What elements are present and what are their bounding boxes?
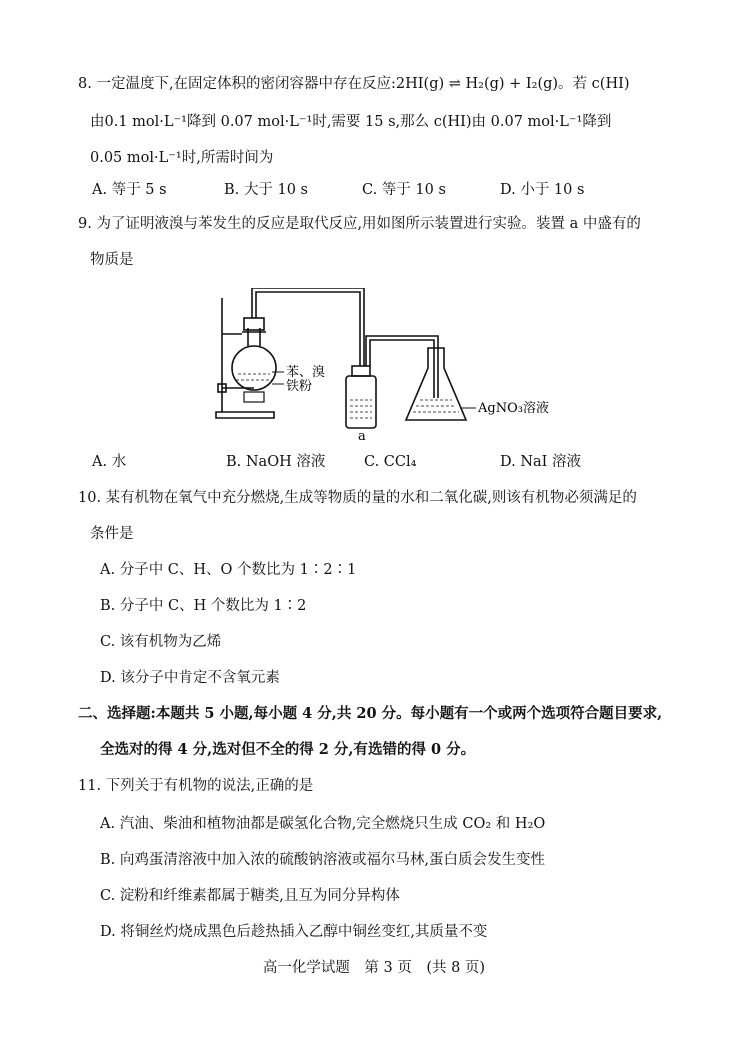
q10-option-b: B. 分子中 C、H 个数比为 1∶2 [100, 598, 307, 614]
q9-stem-line2: 物质是 [90, 252, 134, 268]
conical-flask [406, 348, 466, 420]
heater [244, 392, 264, 402]
q10-option-d: D. 该分子中肯定不含氧元素 [100, 670, 280, 686]
q11-option-c: C. 淀粉和纤维素都属于糖类,且互为同分异构体 [100, 888, 400, 904]
q9-option-a: A. 水 [92, 454, 127, 470]
q11-stem-line1: 11. 下列关于有机物的说法,正确的是 [78, 778, 314, 794]
q9-stem-line1: 9. 为了证明液溴与苯发生的反应是取代反应,用如图所示装置进行实验。装置 a 中盛有的 [78, 216, 641, 232]
section2-heading-line2: 全选对的得 4 分,选对但不全的得 2 分,有选错的得 0 分。 [100, 741, 476, 758]
bottle-a-stopper [352, 366, 370, 376]
experiment-apparatus-figure [214, 288, 554, 444]
section2-heading-line1: 二、选择题:本题共 5 小题,每小题 4 分,共 20 分。每小题有一个或两个选项符合题目要求, [78, 705, 663, 722]
q9-option-b: B. NaOH 溶液 [226, 454, 326, 470]
q8-option-c: C. 等于 10 s [362, 182, 446, 198]
q8-stem-line3: 0.05 mol·L⁻¹时,所需时间为 [90, 150, 274, 166]
q9-option-c: C. CCl₄ [364, 454, 417, 470]
q8-option-d: D. 小于 10 s [500, 182, 585, 198]
label-iron-powder: 铁粉 [286, 379, 313, 394]
q11-option-b: B. 向鸡蛋清溶液中加入浓的硫酸钠溶液或福尔马林,蛋白质会发生变性 [100, 852, 545, 868]
q10-stem-line2: 条件是 [90, 526, 134, 542]
q10-stem-line1: 10. 某有机物在氧气中充分燃烧,生成等物质的量的水和二氧化碳,则该有机物必须满足的 [78, 490, 637, 506]
q8-option-a: A. 等于 5 s [92, 182, 167, 198]
q8-stem-line2: 由0.1 mol·L⁻¹降到 0.07 mol·L⁻¹时,需要 15 s,那么 c(HI)由 0.07 mol·L⁻¹降到 [90, 114, 612, 130]
q9-option-d: D. NaI 溶液 [500, 454, 581, 470]
label-agno3: AgNO₃溶液 [478, 401, 549, 416]
round-bottom-flask [232, 346, 276, 390]
q11-option-a: A. 汽油、柴油和植物油都是碳氢化合物,完全燃烧只生成 CO₂ 和 H₂O [100, 816, 546, 832]
q10-option-c: C. 该有机物为乙烯 [100, 634, 222, 650]
q11-option-d: D. 将铜丝灼烧成黑色后趁热插入乙醇中铜丝变红,其质量不变 [100, 924, 488, 940]
q8-stem-line1: 8. 一定温度下,在固定体积的密闭容器中存在反应:2HI(g) ⇌ H₂(g) + I₂(g)。若 c(HI) [78, 76, 630, 92]
q10-option-a: A. 分子中 C、H、O 个数比为 1∶2∶1 [100, 562, 357, 578]
flask-stopper [244, 318, 264, 330]
page-footer: 高一化学试题 第 3 页 (共 8 页) [262, 960, 486, 976]
wash-bottle-a [346, 376, 376, 428]
label-benzene-bromine: 苯、溴 [286, 365, 326, 380]
q8-option-b: B. 大于 10 s [224, 182, 308, 198]
gas-tube-1 [252, 288, 364, 366]
label-a: a [358, 429, 366, 444]
stand-base [216, 412, 274, 418]
